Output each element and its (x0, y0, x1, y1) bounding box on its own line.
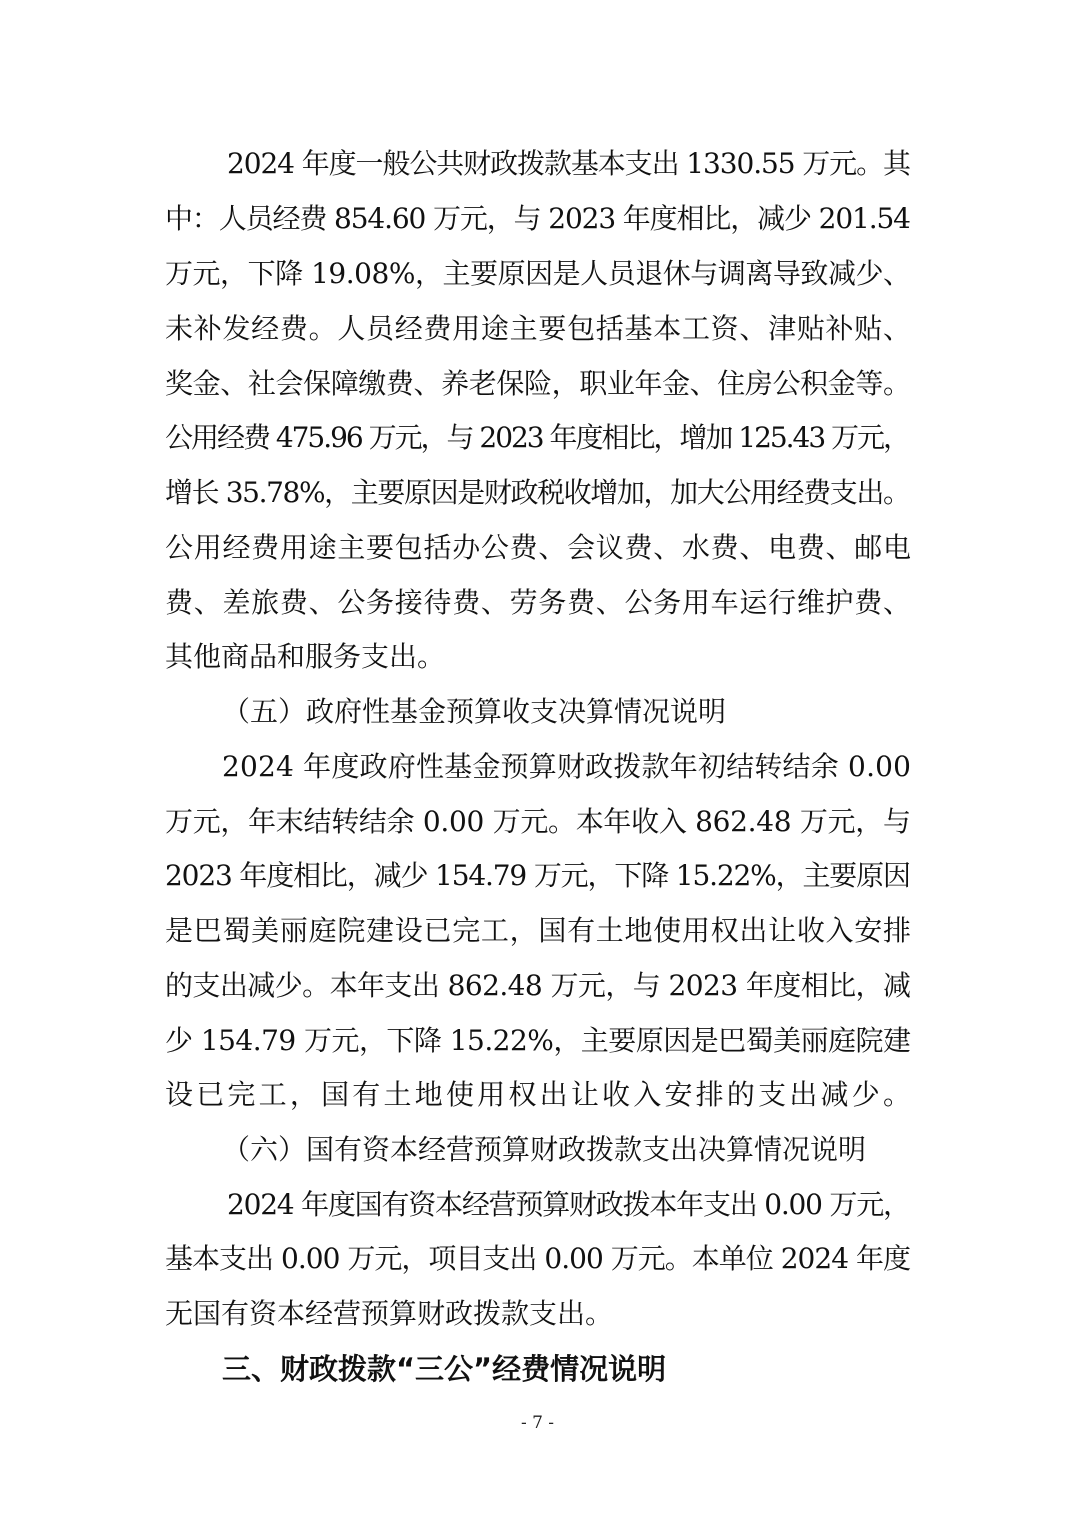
page-number: - 7 - (520, 1413, 555, 1433)
paragraph-line: 万元，年末结转结余 0.00 万元。本年收入 862.48 万元，与 (165, 805, 911, 838)
paragraph-line: 基本支出 0.00 万元，项目支出 0.00 万元。本单位 2024 年度 (165, 1242, 911, 1275)
paragraph-line: 的支出减少。本年支出 862.48 万元，与 2023 年度相比，减 (165, 969, 911, 1002)
paragraph-line: 未补发经费。人员经费用途主要包括基本工资、津贴补贴、 (165, 312, 912, 345)
paragraph-line: 费、差旅费、公务接待费、劳务费、公务用车运行维护费、 (165, 586, 912, 619)
paragraph-line: 其他商品和服务支出。 (165, 640, 446, 673)
paragraph-line: 2024 年度政府性基金预算财政拨款年初结转结余 0.00 (222, 750, 912, 783)
paragraph-line: 无国有资本经营预算财政拨款支出。 (165, 1297, 614, 1330)
paragraph-line: 增长 35.78%，主要原因是财政税收增加，加大公用经费支出。 (165, 476, 910, 509)
paragraph-line: 中：人员经费 854.60 万元，与 2023 年度相比，减少 201.54 (165, 202, 910, 235)
paragraph-line: 公用经费用途主要包括办公费、会议费、水费、电费、邮电 (165, 531, 912, 564)
chapter-heading: 三、财政拨款“三公”经费情况说明 (222, 1352, 667, 1386)
paragraph-line: 万元，下降 19.08%，主要原因是人员退休与调离导致减少、 (165, 257, 911, 290)
paragraph-line: 2023 年度相比，减少 154.79 万元，下降 15.22%，主要原因 (165, 859, 910, 892)
paragraph-line: 2024 年度一般公共财政拨款基本支出 1330.55 万元。其 (227, 147, 910, 180)
paragraph-line: 2024 年度国有资本经营预算财政拨本年支出 0.00 万元， (227, 1188, 910, 1221)
section-heading: （六）国有资本经营预算财政拨款支出决算情况说明 (222, 1133, 867, 1166)
paragraph-line: 公用经费 475.96 万元，与 2023 年度相比，增加 125.43 万元， (165, 421, 909, 454)
paragraph-line: 少 154.79 万元，下降 15.22%，主要原因是巴蜀美丽庭院建 (165, 1024, 911, 1057)
section-heading: （五）政府性基金预算收支决算情况说明 (222, 695, 727, 728)
paragraph-line: 是巴蜀美丽庭院建设已完工，国有土地使用权出让收入安排 (165, 914, 912, 947)
paragraph-line: 设已完工，国有土地使用权出让收入安排的支出减少。 (165, 1078, 915, 1111)
paragraph-line: 奖金、社会保障缴费、养老保险，职业年金、住房公积金等。 (165, 367, 911, 400)
